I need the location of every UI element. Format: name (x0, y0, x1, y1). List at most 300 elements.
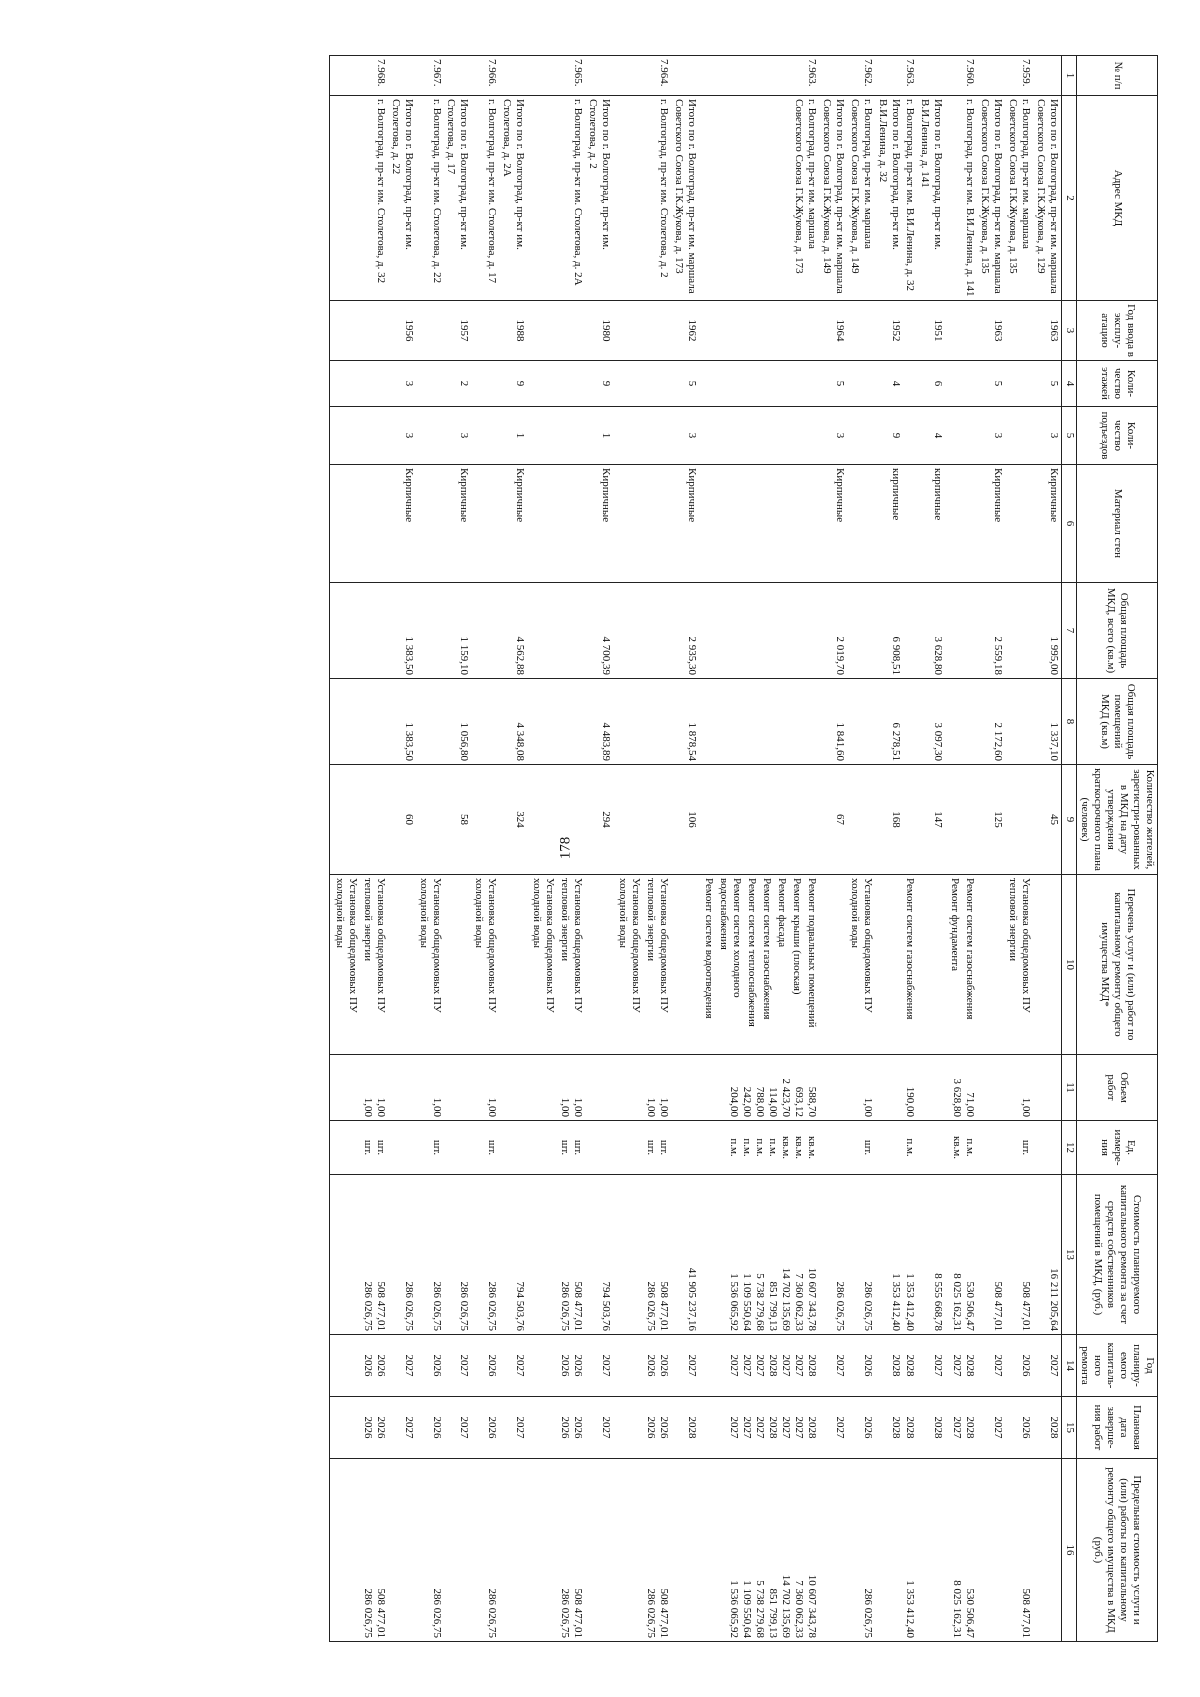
cost-limit-cell (1005, 1459, 1033, 1642)
planned-year: 2027 (458, 1354, 471, 1377)
cost-limit: 1 109 550,64 (740, 1580, 753, 1638)
work-item: Ремонт систем холодного водоснабжения (717, 878, 743, 998)
repair-cost-cell (585, 1175, 613, 1335)
work-item-cell (875, 875, 903, 1055)
row-number: 7.965. (527, 56, 585, 96)
cost-limit-cell (819, 1459, 847, 1642)
wall-material (329, 465, 387, 583)
row-number: 7.963. (903, 56, 918, 96)
planned-year-cell (416, 1335, 444, 1397)
work-volume: 3 628,80 (951, 1078, 964, 1117)
floor-count (903, 361, 918, 407)
planned-year: 2027 (685, 1354, 698, 1377)
table-row (1005, 56, 1033, 1642)
entrance-count: 9 (875, 407, 903, 465)
cost-limit-cell (1033, 1459, 1061, 1642)
address: Итого по г. Волгоград, пр-кт им. Столетова, д. 2 (585, 96, 613, 301)
column-number: 11 (1062, 1055, 1077, 1121)
work-item-cell (699, 875, 819, 1055)
year-built: 1964 (819, 301, 847, 361)
unit-of-measure: п.м. (727, 1138, 740, 1157)
year-built (699, 301, 819, 361)
resident-count: 45 (1033, 765, 1061, 875)
year-built: 1957 (444, 301, 472, 361)
premises-area: 1 841,60 (819, 679, 847, 765)
floor-count: 9 (499, 361, 527, 407)
work-volume-cell (875, 1055, 903, 1121)
planned-year: 2026 (374, 1354, 387, 1377)
completion-year: 2027 (792, 1416, 805, 1439)
repair-cost: 286 026,75 (645, 1281, 658, 1331)
unit-of-measure: шт. (861, 1139, 874, 1156)
wall-material (613, 465, 671, 583)
resident-count (945, 765, 977, 875)
table-body (329, 56, 1061, 1642)
row-number (444, 56, 472, 96)
entrance-count (847, 407, 875, 465)
repair-cost-cell (945, 1175, 977, 1335)
planned-year: 2026 (645, 1354, 658, 1377)
resident-count: 147 (918, 765, 946, 875)
work-item: Установка общедомовых ПУ холодной воды (417, 878, 443, 1013)
work-volume: 1,00 (486, 1097, 499, 1117)
planned-year: 2026 (430, 1354, 443, 1377)
rotated-page (42, 55, 1158, 1641)
entrance-count (527, 407, 585, 465)
completion-year: 2027 (458, 1416, 471, 1439)
work-volume: 1,00 (1020, 1097, 1033, 1117)
cost-limit: 8 025 162,31 (951, 1580, 964, 1638)
unit-of-measure-cell (388, 1121, 416, 1175)
work-item: Ремонт систем газоснабжения (760, 878, 773, 1020)
wall-material (471, 465, 499, 583)
work-volume-cell (329, 1055, 387, 1121)
subtotal-row (918, 56, 946, 1642)
column-header: Год планиру-емого капиталь-ного ремонта (1077, 1335, 1158, 1397)
total-area: 1 995,00 (1033, 583, 1061, 679)
table-row (471, 56, 499, 1642)
unit-of-measure-cell (918, 1121, 946, 1175)
work-item: Установка общедомовых ПУ тепловой энергии (1007, 878, 1033, 1013)
address: Итого по г. Волгоград, пр-кт им. Столетова, д. 22 (388, 96, 416, 301)
year-built: 1962 (671, 301, 699, 361)
wall-material: Кирпичные (819, 465, 847, 583)
planned-year: 2027 (753, 1354, 766, 1377)
repair-cost-cell (977, 1175, 1005, 1335)
work-volume-cell (671, 1055, 699, 1121)
row-number (1033, 56, 1061, 96)
unit-of-measure: шт. (374, 1139, 387, 1156)
column-number: 6 (1062, 465, 1077, 583)
repair-cost-cell (329, 1175, 387, 1335)
column-header: Коли-чество подъездов (1077, 407, 1158, 465)
repair-cost: 14 702 135,69 (779, 1267, 792, 1331)
wall-material: Кирпичные (671, 465, 699, 583)
unit-of-measure-cell (699, 1121, 819, 1175)
planned-year: 2027 (514, 1354, 527, 1377)
resident-count: 168 (875, 765, 903, 875)
floor-count (945, 361, 977, 407)
premises-area (945, 679, 977, 765)
column-number: 10 (1062, 875, 1077, 1055)
cost-limit: 10 607 343,78 (805, 1574, 818, 1638)
unit-of-measure-cell (1033, 1121, 1061, 1175)
premises-area (527, 679, 585, 765)
resident-count (1005, 765, 1033, 875)
repair-cost-cell (875, 1175, 903, 1335)
wall-material: Кирпичные (977, 465, 1005, 583)
entrance-count: 3 (388, 407, 416, 465)
year-built (416, 301, 444, 361)
repair-cost-cell (388, 1175, 416, 1335)
entrance-count (699, 407, 819, 465)
resident-count: 125 (977, 765, 1005, 875)
unit-of-measure: п.м. (753, 1138, 766, 1157)
year-built (329, 301, 387, 361)
total-area (613, 583, 671, 679)
entrance-count (903, 407, 918, 465)
wall-material (1005, 465, 1033, 583)
planned-year: 2027 (779, 1354, 792, 1377)
address: г. Волгоград, пр-кт им. В.И.Ленина, д. 32 (903, 96, 918, 301)
completion-year: 2026 (658, 1416, 671, 1439)
planned-year-cell (977, 1335, 1005, 1397)
row-number (918, 56, 946, 96)
completion-year: 2027 (992, 1416, 1005, 1439)
unit-of-measure-cell (1005, 1121, 1033, 1175)
repair-cost-cell (918, 1175, 946, 1335)
cost-limit: 286 026,75 (486, 1588, 499, 1638)
completion-year: 2026 (572, 1416, 585, 1439)
wall-material: Кирпичные (499, 465, 527, 583)
work-item-cell (388, 875, 416, 1055)
total-area: 4 700,39 (585, 583, 613, 679)
work-volume: 190,00 (904, 1086, 917, 1117)
completion-year: 2027 (779, 1416, 792, 1439)
repair-cost: 286 026,75 (458, 1281, 471, 1331)
total-area: 6 908,51 (875, 583, 903, 679)
repair-cost-cell (416, 1175, 444, 1335)
entrance-count (945, 407, 977, 465)
premises-area: 1 056,80 (444, 679, 472, 765)
completion-year: 2028 (932, 1416, 945, 1439)
premises-area: 1 878,54 (671, 679, 699, 765)
work-volume: 2 423,70 (779, 1078, 792, 1117)
completion-year-cell (918, 1397, 946, 1459)
entrance-count: 1 (585, 407, 613, 465)
planned-year-cell (388, 1335, 416, 1397)
floor-count (471, 361, 499, 407)
repair-cost: 1 353 412,40 (889, 1273, 902, 1331)
wall-material (416, 465, 444, 583)
completion-year: 2027 (514, 1416, 527, 1439)
unit-of-measure: шт. (361, 1139, 374, 1156)
row-number: 7.966. (471, 56, 499, 96)
unit-of-measure-cell (977, 1121, 1005, 1175)
cost-limit-cell (388, 1459, 416, 1642)
work-item-cell (945, 875, 977, 1055)
repair-cost: 286 026,75 (486, 1281, 499, 1331)
completion-year: 2027 (402, 1416, 415, 1439)
work-item: Установка общедомовых ПУ холодной воды (531, 878, 557, 1013)
repair-cost-cell (903, 1175, 918, 1335)
total-area: 1 383,50 (388, 583, 416, 679)
planned-year-cell (444, 1335, 472, 1397)
repair-cost: 508 477,01 (658, 1281, 671, 1331)
cost-limit-cell (918, 1459, 946, 1642)
completion-year: 2026 (1020, 1416, 1033, 1439)
work-item: Ремонт фундамента (949, 878, 962, 972)
work-volume: 1,00 (559, 1097, 572, 1117)
repair-cost: 286 026,75 (833, 1281, 846, 1331)
work-volume-cell (903, 1055, 918, 1121)
address: г. Волгоград, пр-кт им. Столетова, д. 2 (613, 96, 671, 301)
unit-of-measure-cell (329, 1121, 387, 1175)
planned-year-cell (699, 1335, 819, 1397)
completion-year-cell (471, 1397, 499, 1459)
repair-cost-cell (1005, 1175, 1033, 1335)
repair-cost: 16 211 205,64 (1048, 1268, 1061, 1331)
floor-count: 5 (671, 361, 699, 407)
completion-year-cell (499, 1397, 527, 1459)
address: Итого по г. Волгоград, пр-кт им. маршала Советского Союза Г.К.Жукова, д. 135 (977, 96, 1005, 301)
unit-of-measure: кв.м. (951, 1136, 964, 1159)
completion-year: 2027 (600, 1416, 613, 1439)
address: Итого по г. Волгоград, пр-кт им. маршала Советского Союза Г.К.Жукова, д. 173 (671, 96, 699, 301)
floor-count (847, 361, 875, 407)
completion-year: 2028 (805, 1416, 818, 1439)
unit-of-measure-cell (847, 1121, 875, 1175)
completion-year-cell (1033, 1397, 1061, 1459)
year-built: 1988 (499, 301, 527, 361)
work-item-cell (444, 875, 472, 1055)
wall-material (527, 465, 585, 583)
column-header: Общая площадь МКД, всего (кв.м) (1077, 583, 1158, 679)
resident-count: 60 (388, 765, 416, 875)
column-number: 5 (1062, 407, 1077, 465)
repair-cost: 1 353 412,40 (904, 1273, 917, 1331)
work-volume-cell (444, 1055, 472, 1121)
unit-of-measure: шт. (572, 1139, 585, 1156)
cost-limit-cell (671, 1459, 699, 1642)
unit-of-measure: шт. (1020, 1139, 1033, 1156)
entrance-count: 3 (1033, 407, 1061, 465)
repair-cost: 530 506,47 (964, 1281, 977, 1331)
work-volume-cell (499, 1055, 527, 1121)
column-number-row (1062, 56, 1077, 1642)
resident-count (903, 765, 918, 875)
completion-year-cell (847, 1397, 875, 1459)
completion-year: 2028 (1048, 1416, 1061, 1439)
column-header: Адрес МКД (1077, 96, 1158, 301)
work-volume-cell (613, 1055, 671, 1121)
row-number: 7.963. (699, 56, 819, 96)
cost-limit-cell (699, 1459, 819, 1642)
work-item-cell (1005, 875, 1033, 1055)
total-area: 2 019,70 (819, 583, 847, 679)
address: Итого по г. Волгоград, пр-кт им. маршала Советского Союза Г.К.Жукова, д. 129 (1033, 96, 1061, 301)
cost-limit: 508 477,01 (572, 1588, 585, 1638)
year-built (613, 301, 671, 361)
cost-limit-cell (471, 1459, 499, 1642)
column-number: 3 (1062, 301, 1077, 361)
work-volume: 1,00 (374, 1097, 387, 1117)
planned-year-cell (527, 1335, 585, 1397)
premises-area (1005, 679, 1033, 765)
cost-limit: 1 536 065,92 (727, 1580, 740, 1638)
planned-year-cell (585, 1335, 613, 1397)
cost-limit: 1 353 412,40 (904, 1580, 917, 1638)
address: г. Волгоград, пр-кт им. маршала Советского Союза Г.К.Жукова, д. 149 (847, 96, 875, 301)
work-item: Установка общедомовых ПУ холодной воды (333, 878, 359, 1013)
table-row (847, 56, 875, 1642)
entrance-count: 3 (977, 407, 1005, 465)
unit-of-measure: п.м. (964, 1138, 977, 1157)
row-number (388, 56, 416, 96)
column-header: Стоимость планируемого капитального ремонта за счет средств собственников помещений в МКД, (руб.) (1077, 1175, 1158, 1335)
wall-material: Кирпичные (585, 465, 613, 583)
cost-limit-cell (945, 1459, 977, 1642)
unit-of-measure: шт. (559, 1139, 572, 1156)
work-volume: 1,00 (572, 1097, 585, 1117)
unit-of-measure-cell (945, 1121, 977, 1175)
planned-year: 2026 (572, 1354, 585, 1377)
completion-year-cell (444, 1397, 472, 1459)
premises-area (416, 679, 444, 765)
work-item: Ремонт систем водоотведения (702, 878, 715, 1019)
entrance-count: 1 (499, 407, 527, 465)
work-volume-cell (977, 1055, 1005, 1121)
unit-of-measure-cell (444, 1121, 472, 1175)
planned-year: 2027 (792, 1354, 805, 1377)
unit-of-measure-cell (585, 1121, 613, 1175)
repair-cost-cell (671, 1175, 699, 1335)
column-number: 2 (1062, 96, 1077, 301)
resident-count: 324 (499, 765, 527, 875)
subtotal-row (819, 56, 847, 1642)
row-number (585, 56, 613, 96)
wall-material: кирпичные (918, 465, 946, 583)
planned-year: 2028 (766, 1354, 779, 1377)
repair-cost: 794 503,76 (514, 1281, 527, 1331)
completion-year-cell (875, 1397, 903, 1459)
work-volume-cell (585, 1055, 613, 1121)
row-number: 7.968. (329, 56, 387, 96)
row-number: 7.967. (416, 56, 444, 96)
completion-year: 2026 (430, 1416, 443, 1439)
work-volume: 693,12 (792, 1086, 805, 1117)
completion-year-cell (416, 1397, 444, 1459)
wall-material (699, 465, 819, 583)
wall-material: кирпичные (875, 465, 903, 583)
resident-count (527, 765, 585, 875)
planned-year-cell (1005, 1335, 1033, 1397)
row-number (819, 56, 847, 96)
resident-count: 106 (671, 765, 699, 875)
entrance-count (416, 407, 444, 465)
cost-limit-cell (444, 1459, 472, 1642)
unit-of-measure-cell (471, 1121, 499, 1175)
unit-of-measure: кв.м. (792, 1136, 805, 1159)
cost-limit: 286 026,75 (430, 1588, 443, 1638)
work-item: Ремонт систем газоснабжения (904, 878, 917, 1020)
cost-limit: 14 702 135,69 (779, 1574, 792, 1638)
table-row (945, 56, 977, 1642)
work-volume-cell (1005, 1055, 1033, 1121)
completion-year-cell (945, 1397, 977, 1459)
address: г. Волгоград, пр-кт им. маршала Советского Союза Г.К.Жукова, д. 135 (1005, 96, 1033, 301)
completion-year: 2026 (486, 1416, 499, 1439)
unit-of-measure-cell (527, 1121, 585, 1175)
column-number: 1 (1062, 56, 1077, 96)
completion-year-cell (671, 1397, 699, 1459)
repair-cost-cell (499, 1175, 527, 1335)
planned-year-cell (613, 1335, 671, 1397)
wall-material (847, 465, 875, 583)
repair-cost-cell (819, 1175, 847, 1335)
planned-year: 2027 (951, 1354, 964, 1377)
row-number: 7.959. (1005, 56, 1033, 96)
work-volume-cell (1033, 1055, 1061, 1121)
repair-cost: 10 607 343,78 (805, 1267, 818, 1331)
floor-count (1005, 361, 1033, 407)
floor-count: 5 (1033, 361, 1061, 407)
floor-count (329, 361, 387, 407)
row-number (875, 56, 903, 96)
address: г. Волгоград, пр-кт им. Столетова, д. 2А (527, 96, 585, 301)
column-header: Количество жителей, зарегистри-рованных в МКД на дату утверждения краткосрочного плана (человек) (1077, 765, 1158, 875)
work-volume: 1,00 (861, 1097, 874, 1117)
cost-limit-cell (847, 1459, 875, 1642)
floor-count: 3 (388, 361, 416, 407)
completion-year: 2027 (727, 1416, 740, 1439)
floor-count: 6 (918, 361, 946, 407)
completion-year: 2026 (361, 1416, 374, 1439)
total-area (847, 583, 875, 679)
work-volume-cell (471, 1055, 499, 1121)
year-built (903, 301, 918, 361)
cost-limit: 530 506,47 (964, 1588, 977, 1638)
cost-limit-cell (613, 1459, 671, 1642)
work-item-cell (329, 875, 387, 1055)
year-built: 1956 (388, 301, 416, 361)
address: Итого по г. Волгоград, пр-кт им. В.И.Ленина, д. 141 (918, 96, 946, 301)
completion-year-cell (977, 1397, 1005, 1459)
completion-year: 2027 (951, 1416, 964, 1439)
completion-year-cell (819, 1397, 847, 1459)
entrance-count: 3 (671, 407, 699, 465)
floor-count: 5 (819, 361, 847, 407)
planned-year: 2027 (833, 1354, 846, 1377)
planned-year: 2027 (402, 1354, 415, 1377)
cost-limit: 5 738 279,68 (753, 1580, 766, 1638)
wall-material: Кирпичные (1033, 465, 1061, 583)
table-row (699, 56, 819, 1642)
premises-area (903, 679, 918, 765)
floor-count (527, 361, 585, 407)
completion-year: 2028 (964, 1416, 977, 1439)
unit-of-measure: шт. (486, 1139, 499, 1156)
subtotal-row (875, 56, 903, 1642)
repair-cost: 851 799,13 (766, 1281, 779, 1331)
column-header: Год ввода в эксплу-атацию (1077, 301, 1158, 361)
repair-cost: 8 555 668,78 (932, 1273, 945, 1331)
completion-year: 2026 (645, 1416, 658, 1439)
planned-year: 2026 (361, 1354, 374, 1377)
completion-year: 2028 (685, 1416, 698, 1439)
total-area: 3 628,80 (918, 583, 946, 679)
column-header: Ед. измере-ния (1077, 1121, 1158, 1175)
